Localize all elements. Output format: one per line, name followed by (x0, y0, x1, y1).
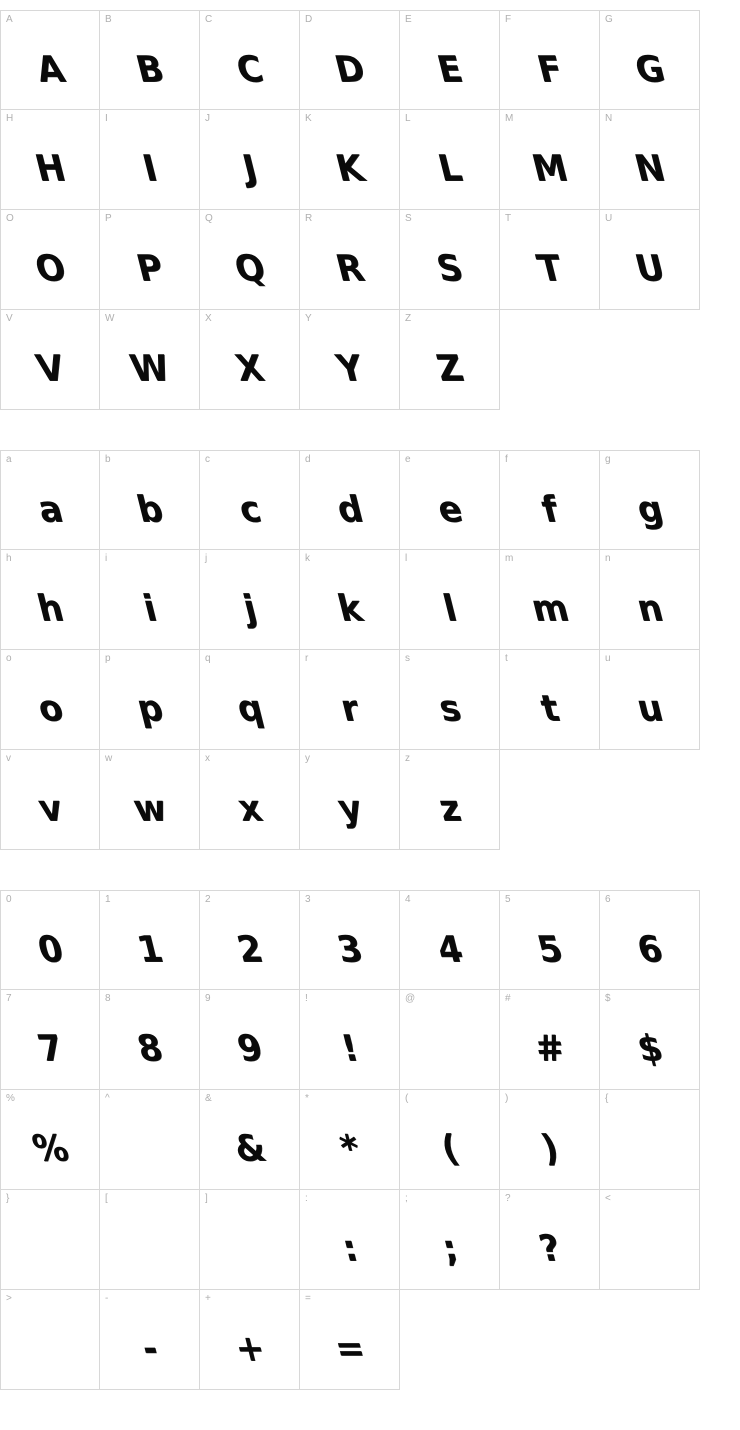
char-glyph: n (632, 587, 667, 631)
charmap-row (0, 310, 740, 410)
charmap-cell[interactable] (600, 890, 700, 990)
char-code-label: = (305, 1293, 311, 1304)
char-code-label: & (205, 1093, 212, 1104)
charmap-cell[interactable] (100, 110, 200, 210)
charmap-cell[interactable] (600, 10, 700, 110)
charmap-cell[interactable] (200, 310, 300, 410)
charmap-cell[interactable] (300, 550, 400, 650)
char-glyph: T (533, 247, 566, 291)
char-code-label: t (505, 653, 508, 664)
char-code-label: M (505, 113, 514, 124)
charmap-cell[interactable] (500, 890, 600, 990)
charmap-cell[interactable] (0, 990, 100, 1090)
char-glyph: J (238, 147, 261, 191)
charmap-cell[interactable] (100, 450, 200, 550)
char-glyph: 6 (632, 928, 667, 972)
charmap-row (0, 890, 740, 990)
charmap-cell-empty (400, 1290, 500, 1390)
char-code-label: x (205, 753, 210, 764)
charmap-cell[interactable] (500, 650, 600, 750)
char-glyph: R (331, 247, 368, 291)
charmap-cell[interactable] (500, 450, 600, 550)
char-code-label: d (305, 454, 311, 465)
char-code-label: D (305, 14, 313, 25)
charmap-cell[interactable] (200, 210, 300, 310)
character-map-sheet (0, 10, 740, 1390)
char-code-label: * (305, 1093, 309, 1104)
char-code-label: Y (305, 313, 312, 324)
charmap-cell-empty (500, 750, 600, 850)
char-glyph: a (33, 488, 67, 532)
charmap-cell[interactable] (200, 750, 300, 850)
charmap-cell[interactable] (100, 210, 200, 310)
charmap-cell[interactable] (100, 550, 200, 650)
char-code-label: } (6, 1193, 10, 1204)
charmap-cell[interactable] (600, 210, 700, 310)
char-code-label: H (6, 113, 14, 124)
char-code-label: $ (605, 993, 611, 1004)
charmap-cell[interactable] (0, 110, 100, 210)
char-glyph: 0 (33, 928, 67, 972)
char-code-label: : (305, 1193, 308, 1204)
char-code-label: R (305, 213, 313, 224)
char-code-label: L (405, 113, 411, 124)
charmap-cell[interactable] (0, 1090, 100, 1190)
char-glyph: y (333, 787, 366, 831)
char-code-label: u (605, 653, 611, 664)
charmap-cell[interactable] (400, 1090, 500, 1190)
char-code-label: a (6, 454, 12, 465)
char-glyph: Z (432, 347, 467, 391)
charmap-cell[interactable] (400, 1190, 500, 1290)
char-glyph: 1 (132, 928, 167, 972)
charmap-cell[interactable] (400, 750, 500, 850)
charmap-row (0, 650, 740, 750)
charmap-row (0, 10, 740, 110)
char-glyph: f (537, 488, 562, 532)
char-code-label: @ (405, 993, 416, 1004)
charmap-cell[interactable] (100, 650, 200, 750)
char-code-label: V (6, 313, 13, 324)
charmap-cell[interactable] (200, 550, 300, 650)
char-code-label: 9 (205, 993, 211, 1004)
char-code-label: K (305, 113, 312, 124)
char-glyph: I (138, 147, 161, 191)
char-glyph: H (30, 147, 70, 191)
char-glyph: u (632, 687, 667, 731)
char-code-label: N (605, 113, 613, 124)
char-code-label: ( (405, 1093, 409, 1104)
charmap-cell[interactable] (400, 550, 500, 650)
charmap-cell[interactable] (200, 1290, 300, 1390)
char-code-label: e (405, 454, 411, 465)
charmap-cell[interactable] (400, 450, 500, 550)
char-glyph: ( (436, 1127, 463, 1171)
charmap-cell-empty (500, 1290, 600, 1390)
char-code-label: O (6, 213, 14, 224)
charmap-cell[interactable] (500, 550, 600, 650)
charmap-cell[interactable] (300, 210, 400, 310)
char-glyph: x (233, 787, 266, 831)
charmap-cell[interactable] (0, 550, 100, 650)
char-code-label: A (6, 14, 13, 25)
char-glyph: s (434, 687, 465, 731)
char-glyph: 3 (332, 928, 367, 972)
char-code-label: i (105, 553, 108, 564)
char-code-label: w (105, 753, 113, 764)
char-glyph: d (332, 488, 367, 532)
charmap-cell[interactable] (500, 10, 600, 110)
charmap-cell[interactable] (300, 10, 400, 110)
char-code-label: j (205, 553, 208, 564)
char-code-label: < (605, 1193, 611, 1204)
charmap-row (0, 990, 740, 1090)
char-code-label: # (505, 993, 511, 1004)
char-glyph: - (137, 1327, 162, 1371)
charmap-cell[interactable] (400, 650, 500, 750)
charmap-block-digits-and-symbols (0, 890, 740, 1390)
charmap-cell[interactable] (400, 10, 500, 110)
charmap-cell[interactable] (300, 1090, 400, 1190)
char-code-label: 4 (405, 894, 411, 905)
char-glyph: # (530, 1027, 569, 1071)
char-code-label: F (505, 14, 512, 25)
charmap-cell[interactable] (400, 210, 500, 310)
char-code-label: U (605, 213, 613, 224)
char-glyph: Q (230, 247, 269, 291)
charmap-cell[interactable] (200, 990, 300, 1090)
char-glyph: h (33, 587, 67, 631)
char-glyph: 2 (232, 928, 267, 972)
char-code-label: m (505, 553, 514, 564)
charmap-cell[interactable] (300, 1190, 400, 1290)
charmap-cell-empty (600, 310, 700, 410)
char-code-label: 1 (105, 894, 111, 905)
char-code-label: { (605, 1093, 609, 1104)
char-code-label: S (405, 213, 412, 224)
char-code-label: T (505, 213, 512, 224)
char-glyph: m (526, 587, 573, 631)
char-glyph: w (128, 787, 170, 831)
charmap-cell[interactable] (0, 890, 100, 990)
charmap-cell[interactable] (100, 1290, 200, 1390)
char-code-label: q (205, 653, 211, 664)
char-glyph: ? (534, 1227, 565, 1271)
char-code-label: C (205, 14, 213, 25)
char-code-label: J (205, 113, 210, 124)
charmap-cell[interactable] (100, 310, 200, 410)
char-glyph: c (234, 488, 265, 532)
char-glyph: ) (536, 1127, 563, 1171)
char-code-label: I (105, 113, 108, 124)
char-code-label: ) (505, 1093, 509, 1104)
char-glyph: $ (632, 1027, 667, 1071)
char-code-label: p (105, 653, 111, 664)
charmap-cell[interactable] (100, 1190, 200, 1290)
char-glyph: M (527, 147, 572, 191)
charmap-row (0, 550, 740, 650)
char-glyph: b (132, 488, 167, 532)
char-code-label: ? (505, 1193, 511, 1204)
char-glyph: l (438, 587, 461, 631)
char-code-label: % (6, 1093, 15, 1104)
char-glyph: K (331, 147, 368, 191)
char-code-label: P (105, 213, 112, 224)
char-glyph: X (231, 347, 268, 391)
charmap-cell[interactable] (300, 890, 400, 990)
charmap-cell[interactable] (100, 990, 200, 1090)
char-code-label: k (305, 553, 310, 564)
charmap-row (0, 1290, 740, 1390)
char-code-label: l (405, 553, 408, 564)
char-glyph: B (131, 48, 168, 92)
charmap-cell[interactable] (300, 110, 400, 210)
charmap-cell[interactable] (300, 990, 400, 1090)
char-glyph: V (32, 347, 68, 391)
char-glyph: i (138, 587, 161, 631)
char-glyph: S (432, 247, 467, 291)
char-glyph: q (232, 687, 267, 731)
char-code-label: h (6, 553, 12, 564)
char-glyph: 8 (132, 1027, 167, 1071)
char-glyph: e (433, 488, 466, 532)
char-glyph: 5 (532, 928, 567, 972)
char-code-label: s (405, 653, 410, 664)
charmap-row (0, 1090, 740, 1190)
char-glyph: + (230, 1327, 269, 1371)
char-glyph: N (630, 147, 669, 191)
char-code-label: c (205, 454, 210, 465)
char-glyph: v (34, 787, 66, 831)
char-glyph: g (632, 488, 667, 532)
charmap-cell[interactable] (400, 310, 500, 410)
charmap-row (0, 450, 740, 550)
char-code-label: o (6, 653, 12, 664)
charmap-cell[interactable] (200, 110, 300, 210)
char-glyph: O (30, 247, 70, 291)
char-code-label: [ (105, 1193, 108, 1204)
char-glyph: U (630, 247, 669, 291)
char-code-label: 8 (105, 993, 111, 1004)
char-glyph: F (533, 48, 566, 92)
char-glyph: G (630, 48, 669, 92)
charmap-cell[interactable] (0, 310, 100, 410)
char-glyph: j (238, 587, 261, 631)
char-code-label: ^ (105, 1093, 110, 1104)
char-code-label: ] (205, 1193, 208, 1204)
charmap-block-uppercase (0, 10, 740, 410)
char-code-label: z (405, 753, 410, 764)
char-code-label: g (605, 454, 611, 465)
char-glyph: r (336, 687, 363, 731)
char-glyph: z (434, 787, 465, 831)
charmap-cell[interactable] (400, 110, 500, 210)
char-glyph: ! (336, 1027, 363, 1071)
charmap-cell-empty (600, 1290, 700, 1390)
charmap-cell[interactable] (500, 990, 600, 1090)
charmap-cell[interactable] (600, 1090, 700, 1190)
charmap-row (0, 1190, 740, 1290)
charmap-row (0, 750, 740, 850)
char-glyph: ; (437, 1227, 462, 1271)
charmap-cell[interactable] (400, 890, 500, 990)
char-glyph: A (32, 48, 68, 92)
charmap-cell-empty (600, 750, 700, 850)
charmap-cell[interactable] (300, 650, 400, 750)
charmap-cell-empty (500, 310, 600, 410)
char-code-label: + (205, 1293, 211, 1304)
char-glyph: p (132, 687, 167, 731)
char-glyph: W (125, 347, 174, 391)
charmap-cell[interactable] (500, 1090, 600, 1190)
charmap-cell[interactable] (600, 1190, 700, 1290)
char-glyph: P (132, 247, 167, 291)
char-glyph: & (229, 1127, 270, 1171)
char-code-label: y (305, 753, 310, 764)
char-code-label: X (205, 313, 212, 324)
char-glyph: Y (332, 347, 367, 391)
charmap-row (0, 110, 740, 210)
charmap-cell[interactable] (500, 1190, 600, 1290)
charmap-cell[interactable] (0, 1290, 100, 1390)
char-code-label: 7 (6, 993, 12, 1004)
charmap-cell[interactable] (600, 550, 700, 650)
char-glyph: % (28, 1127, 72, 1171)
charmap-cell[interactable] (0, 750, 100, 850)
charmap-cell[interactable] (200, 1090, 300, 1190)
charmap-cell[interactable] (100, 1090, 200, 1190)
charmap-cell[interactable] (600, 450, 700, 550)
char-glyph: E (433, 48, 466, 92)
charmap-cell[interactable] (300, 310, 400, 410)
char-code-label: Q (205, 213, 213, 224)
charmap-cell[interactable] (200, 1190, 300, 1290)
charmap-cell[interactable] (600, 650, 700, 750)
charmap-cell[interactable] (200, 10, 300, 110)
char-code-label: E (405, 14, 412, 25)
charmap-cell[interactable] (0, 210, 100, 310)
char-code-label: 3 (305, 894, 311, 905)
char-code-label: 0 (6, 894, 12, 905)
char-code-label: G (605, 14, 613, 25)
char-glyph: 7 (33, 1027, 67, 1071)
char-glyph: C (232, 48, 267, 92)
charmap-cell[interactable] (200, 890, 300, 990)
charmap-cell[interactable] (0, 450, 100, 550)
char-code-label: r (305, 653, 309, 664)
char-glyph: t (536, 687, 563, 731)
char-code-label: 2 (205, 894, 211, 905)
char-glyph: L (433, 147, 466, 191)
char-code-label: n (605, 553, 611, 564)
charmap-cell[interactable] (0, 10, 100, 110)
charmap-row (0, 210, 740, 310)
char-glyph: : (337, 1227, 362, 1271)
charmap-cell[interactable] (300, 750, 400, 850)
char-glyph: 4 (432, 928, 467, 972)
char-code-label: ; (405, 1193, 408, 1204)
charmap-cell[interactable] (300, 450, 400, 550)
charmap-cell[interactable] (0, 650, 100, 750)
char-code-label: - (105, 1293, 109, 1304)
char-glyph: * (335, 1127, 364, 1171)
charmap-cell[interactable] (200, 650, 300, 750)
charmap-cell[interactable] (600, 110, 700, 210)
char-code-label: 6 (605, 894, 611, 905)
charmap-cell[interactable] (0, 1190, 100, 1290)
char-glyph: = (330, 1327, 369, 1371)
char-code-label: W (105, 313, 115, 324)
charmap-cell[interactable] (600, 990, 700, 1090)
char-glyph: 9 (232, 1027, 267, 1071)
charmap-cell[interactable] (500, 210, 600, 310)
charmap-cell[interactable] (100, 10, 200, 110)
charmap-cell[interactable] (500, 110, 600, 210)
char-code-label: > (6, 1293, 12, 1304)
charmap-block-lowercase (0, 450, 740, 850)
char-code-label: b (105, 454, 111, 465)
char-code-label: f (505, 454, 508, 465)
char-glyph: k (333, 587, 366, 631)
charmap-cell[interactable] (400, 990, 500, 1090)
char-code-label: Z (405, 313, 412, 324)
char-glyph: o (33, 687, 67, 731)
char-code-label: B (105, 14, 112, 25)
char-code-label: 5 (505, 894, 511, 905)
char-code-label: ! (305, 993, 308, 1004)
charmap-cell[interactable] (300, 1290, 400, 1390)
char-glyph: D (330, 48, 369, 92)
charmap-cell[interactable] (100, 890, 200, 990)
char-code-label: v (6, 753, 11, 764)
charmap-cell[interactable] (100, 750, 200, 850)
charmap-cell[interactable] (200, 450, 300, 550)
